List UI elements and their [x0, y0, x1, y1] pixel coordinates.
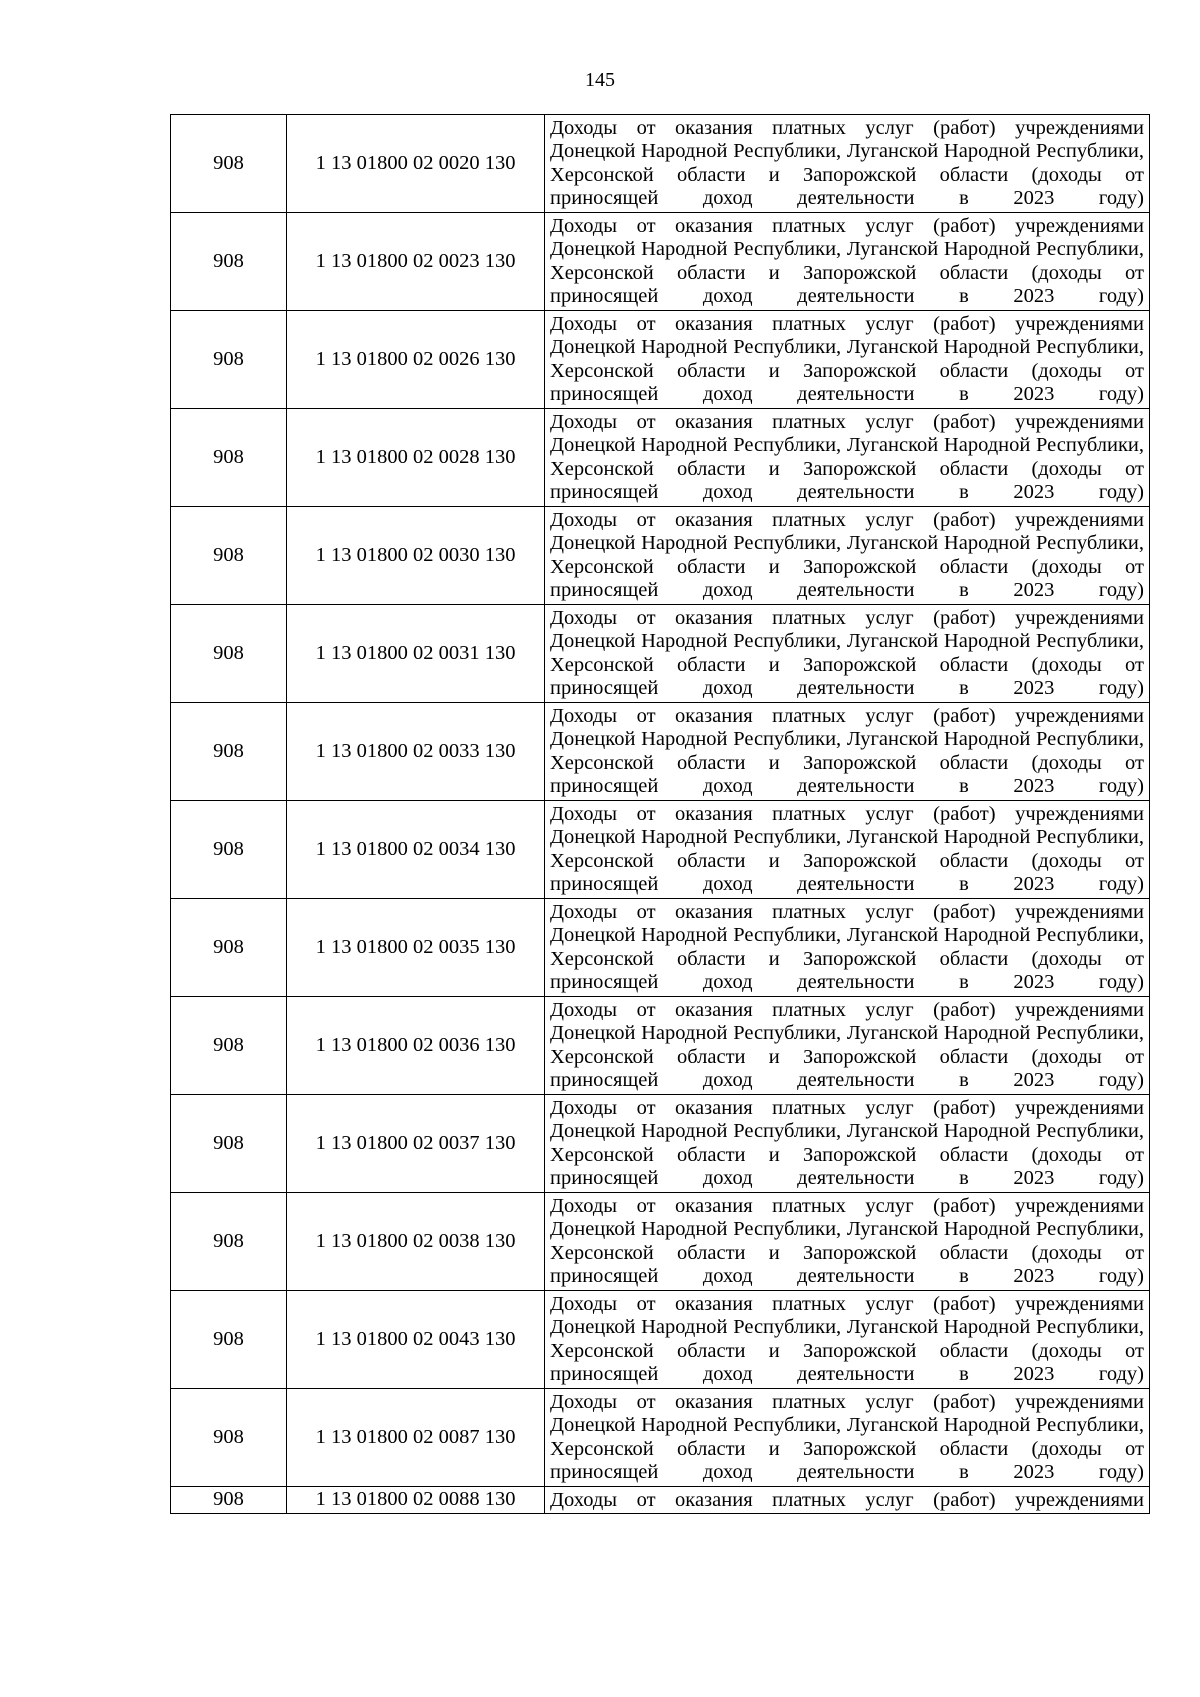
- budget-code-cell: 1 13 01800 02 0036 130: [287, 997, 545, 1095]
- admin-code-cell: 908: [171, 115, 287, 213]
- budget-code-cell: 1 13 01800 02 0088 130: [287, 1487, 545, 1514]
- income-description-cell: Доходы от оказания платных услуг (работ) учреждениями Донецкой Народной Республики, Луганской Народной Республики, Херсонской области и Запорожской области (доходы от приносящей доход деятельности в 2023 году): [545, 605, 1150, 703]
- budget-code-cell: 1 13 01800 02 0030 130: [287, 507, 545, 605]
- admin-code-cell: 908: [171, 1487, 287, 1514]
- table-row: [171, 1487, 1150, 1514]
- income-description-cell: Доходы от оказания платных услуг (работ) учреждениями Донецкой Народной Республики, Луганской Народной Республики, Херсонской области и Запорожской области (доходы от приносящей доход деятельности в 2023 году): [545, 703, 1150, 801]
- table-body: [171, 115, 1150, 1514]
- budget-code-cell: 1 13 01800 02 0026 130: [287, 311, 545, 409]
- income-description-cell: Доходы от оказания платных услуг (работ) учреждениями Донецкой Народной Республики, Луганской Народной Республики, Херсонской области и Запорожской области (доходы от приносящей доход деятельности в 2023 году): [545, 801, 1150, 899]
- admin-code-cell: 908: [171, 801, 287, 899]
- income-description-cell: Доходы от оказания платных услуг (работ) учреждениями Донецкой Народной Республики, Луганской Народной Республики, Херсонской области и Запорожской области (доходы от приносящей доход деятельности в 2023 году): [545, 1095, 1150, 1193]
- budget-code-cell: 1 13 01800 02 0087 130: [287, 1389, 545, 1487]
- table-row: [171, 1389, 1150, 1487]
- budget-code-cell: 1 13 01800 02 0033 130: [287, 703, 545, 801]
- income-description-text: Доходы от оказания платных услуг (работ) учреждениями: [550, 1488, 1144, 1511]
- budget-code-cell: 1 13 01800 02 0035 130: [287, 899, 545, 997]
- table-row: [171, 507, 1150, 605]
- admin-code-cell: 908: [171, 703, 287, 801]
- budget-code-cell: 1 13 01800 02 0034 130: [287, 801, 545, 899]
- admin-code-cell: 908: [171, 409, 287, 507]
- admin-code-cell: 908: [171, 507, 287, 605]
- income-description-cell: Доходы от оказания платных услуг (работ) учреждениями Донецкой Народной Республики, Луганской Народной Республики, Херсонской области и Запорожской области (доходы от приносящей доход деятельности в 2023 году): [545, 213, 1150, 311]
- table-row: [171, 311, 1150, 409]
- income-description-cell: Доходы от оказания платных услуг (работ) учреждениями Донецкой Народной Республики, Луганской Народной Республики, Херсонской области и Запорожской области (доходы от приносящей доход деятельности в 2023 году): [545, 997, 1150, 1095]
- revenue-codes-table: [170, 114, 1150, 1514]
- admin-code-cell: 908: [171, 997, 287, 1095]
- budget-code-cell: 1 13 01800 02 0020 130: [287, 115, 545, 213]
- income-description-cell: Доходы от оказания платных услуг (работ) учреждениями Донецкой Народной Республики, Луганской Народной Республики, Херсонской области и Запорожской области (доходы от приносящей доход деятельности в 2023 году): [545, 311, 1150, 409]
- budget-code-cell: 1 13 01800 02 0031 130: [287, 605, 545, 703]
- income-description-cell: Доходы от оказания платных услуг (работ) учреждениями Донецкой Народной Республики, Луганской Народной Республики, Херсонской области и Запорожской области (доходы от приносящей доход деятельности в 2023 году): [545, 1193, 1150, 1291]
- table-row: [171, 213, 1150, 311]
- table-row: [171, 115, 1150, 213]
- admin-code-cell: 908: [171, 1291, 287, 1389]
- table-row: [171, 1291, 1150, 1389]
- income-description-cell: Доходы от оказания платных услуг (работ) учреждениями Донецкой Народной Республики, Луганской Народной Республики, Херсонской области и Запорожской области (доходы от приносящей доход деятельности в 2023 году): [545, 115, 1150, 213]
- table-row: [171, 801, 1150, 899]
- table-row: [171, 899, 1150, 997]
- income-description-cell: Доходы от оказания платных услуг (работ) учреждениями Донецкой Народной Республики, Луганской Народной Республики, Херсонской области и Запорожской области (доходы от приносящей доход деятельности в 2023 году): [545, 899, 1150, 997]
- table-row: [171, 1193, 1150, 1291]
- admin-code-cell: 908: [171, 213, 287, 311]
- budget-code-cell: 1 13 01800 02 0037 130: [287, 1095, 545, 1193]
- admin-code-cell: 908: [171, 311, 287, 409]
- budget-code-cell: 1 13 01800 02 0038 130: [287, 1193, 545, 1291]
- page-number: 145: [585, 69, 615, 91]
- budget-code-cell: 1 13 01800 02 0023 130: [287, 213, 545, 311]
- income-description-cell: Доходы от оказания платных услуг (работ) учреждениями Донецкой Народной Республики, Луганской Народной Республики, Херсонской области и Запорожской области (доходы от приносящей доход деятельности в 2023 году): [545, 1291, 1150, 1389]
- table-row: [171, 703, 1150, 801]
- budget-code-cell: 1 13 01800 02 0028 130: [287, 409, 545, 507]
- income-description-cell: [545, 1487, 1150, 1514]
- income-description-cell: Доходы от оказания платных услуг (работ) учреждениями Донецкой Народной Республики, Луганской Народной Республики, Херсонской области и Запорожской области (доходы от приносящей доход деятельности в 2023 году): [545, 1389, 1150, 1487]
- table-row: [171, 409, 1150, 507]
- admin-code-cell: 908: [171, 899, 287, 997]
- budget-code-cell: 1 13 01800 02 0043 130: [287, 1291, 545, 1389]
- table-row: [171, 605, 1150, 703]
- admin-code-cell: 908: [171, 1095, 287, 1193]
- table-row: [171, 997, 1150, 1095]
- admin-code-cell: 908: [171, 1389, 287, 1487]
- income-description-cell: Доходы от оказания платных услуг (работ) учреждениями Донецкой Народной Республики, Луганской Народной Республики, Херсонской области и Запорожской области (доходы от приносящей доход деятельности в 2023 году): [545, 507, 1150, 605]
- table-row: [171, 1095, 1150, 1193]
- admin-code-cell: 908: [171, 1193, 287, 1291]
- income-description-cell: Доходы от оказания платных услуг (работ) учреждениями Донецкой Народной Республики, Луганской Народной Республики, Херсонской области и Запорожской области (доходы от приносящей доход деятельности в 2023 году): [545, 409, 1150, 507]
- admin-code-cell: 908: [171, 605, 287, 703]
